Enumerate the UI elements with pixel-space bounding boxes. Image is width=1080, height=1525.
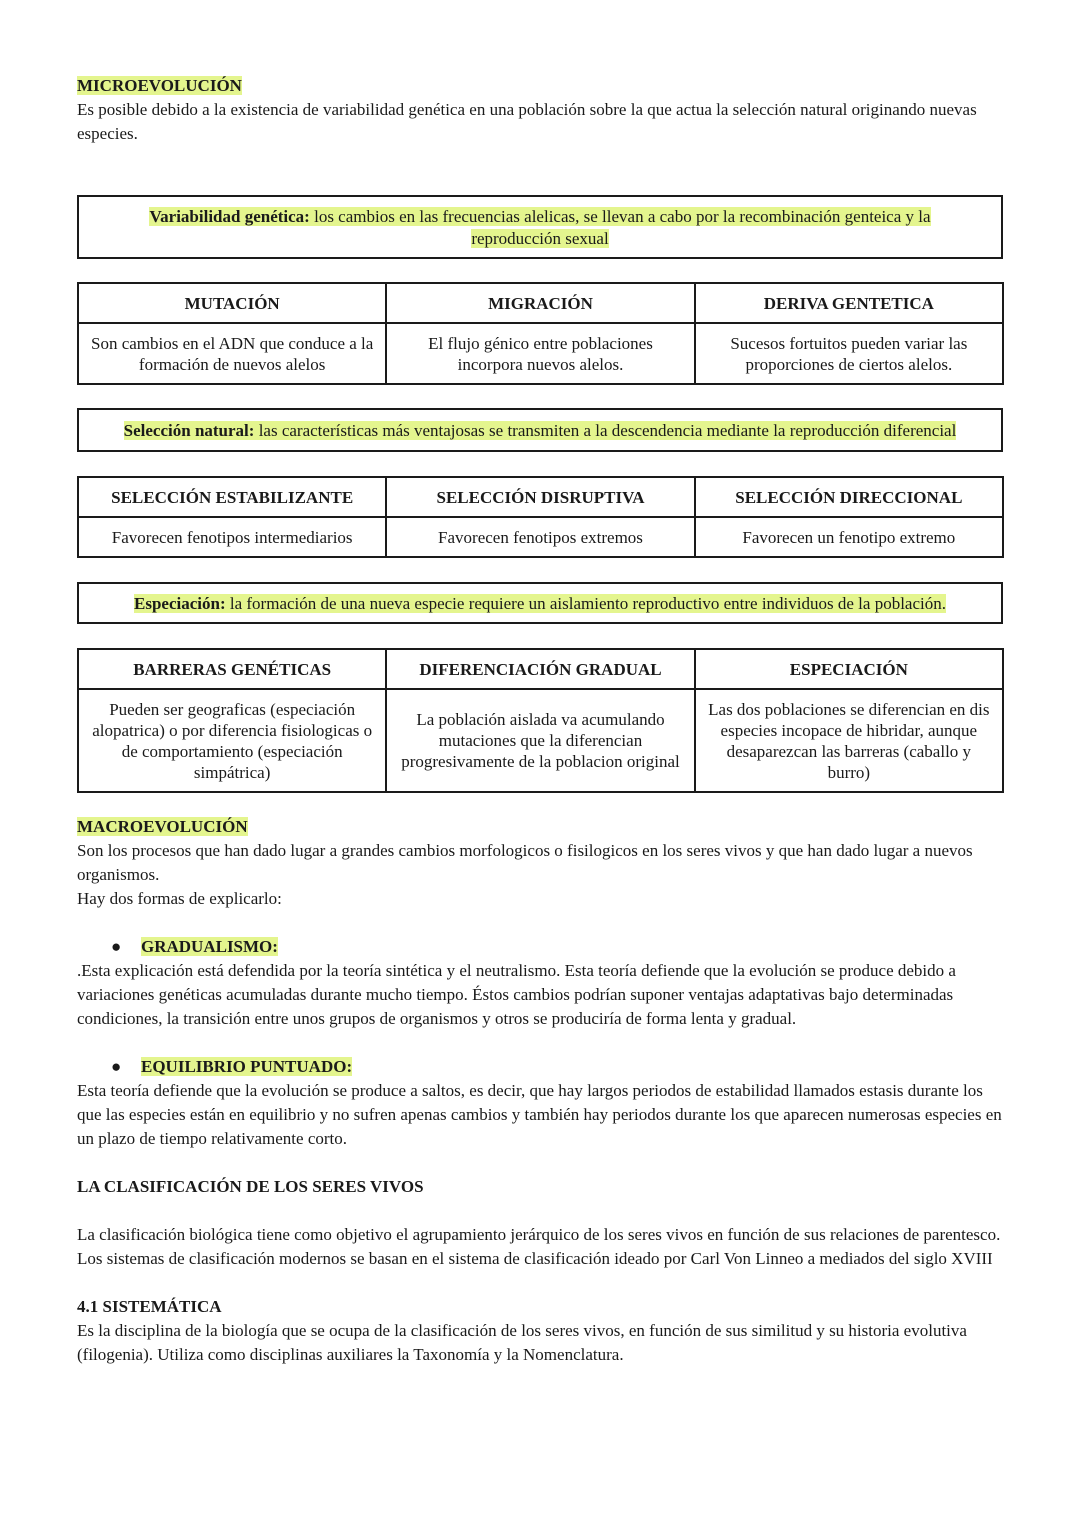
micro-text: Es posible debido a la existencia de variabilidad genética en una población sobre la que actua la selección natural originando nuevas especies.: [77, 100, 977, 143]
clasificacion-text: La clasificación biológica tiene como objetivo el agrupamiento jerárquico de los seres vivos en función de sus relaciones de parentesco. Los sistemas de clasificación modernos se basan en el sistema de clasificación ideado por Carl Von Linneo a mediados del siglo XVIII: [77, 1225, 1001, 1268]
table-cell: Favorecen fenotipos intermediarios: [78, 517, 386, 557]
table-header-cell: BARRERAS GENÉTICAS: [78, 649, 386, 689]
table-cell: Las dos poblaciones se diferencian en dis especies incopace de hibridar, aunque desaparezcan las barreras (caballo y burro): [695, 689, 1003, 792]
sistematica-text: Es la disciplina de la biología que se ocupa de la clasificación de los seres vivos, en función de sus similitud y su historia evolutiva (filogenia). Utiliza como disciplinas auxiliares la Taxonomía y la Nomenclatura.: [77, 1321, 967, 1364]
equilibrio-heading: ● EQUILIBRIO PUNTUADO:: [77, 1055, 1003, 1079]
macro-text: Son los procesos que han dado lugar a grandes cambios morfologicos o fisilogicos en los seres vivos y que han dado lugar a nuevos organismos.: [77, 841, 973, 884]
table-header-cell: SELECCIÓN DISRUPTIVA: [386, 477, 694, 517]
table-header-cell: ESPECIACIÓN: [695, 649, 1003, 689]
table-cell: Son cambios en el ADN que conduce a la formación de nuevos alelos: [78, 323, 386, 384]
table-row: [78, 323, 1003, 384]
document-page: [77, 74, 1003, 1367]
micro-title: MICROEVOLUCIÓN: [77, 76, 242, 95]
gradualismo-heading: ● GRADUALISMO:: [77, 935, 1003, 959]
table-header-cell: SELECCIÓN ESTABILIZANTE: [78, 477, 386, 517]
table-cell: Favorecen fenotipos extremos: [386, 517, 694, 557]
table-header-cell: DIFERENCIACIÓN GRADUAL: [386, 649, 694, 689]
speciation-table: [77, 648, 1004, 793]
table-cell: Pueden ser geograficas (especiación alopatrica) o por diferencia fisiologicas o de comportamiento (especiación simpátrica): [78, 689, 386, 792]
seleccion-box: [77, 408, 1003, 452]
especiacion-statement: Especiación: la formación de una nueva especie requiere un aislamiento reproductivo entre individuos de la población.: [134, 594, 946, 613]
table-header-cell: DERIVA GENTETICA: [695, 283, 1003, 323]
table-cell: Sucesos fortuitos pueden variar las proporciones de ciertos alelos.: [695, 323, 1003, 384]
variabilidad-box: [77, 195, 1003, 259]
bullet-icon: ●: [111, 937, 122, 956]
table-header-cell: SELECCIÓN DIRECCIONAL: [695, 477, 1003, 517]
macro-title: MACROEVOLUCIÓN: [77, 817, 248, 836]
table-header-row: [78, 477, 1003, 517]
seleccion-statement: Selección natural: las características más ventajosas se transmiten a la descendencia mediante la reproducción diferencial: [123, 421, 957, 440]
table-row: [78, 689, 1003, 792]
bullet-icon: ●: [111, 1057, 122, 1076]
equilibrio-text: Esta teoría defiende que la evolución se produce a saltos, es decir, que hay largos periodos de estabilidad llamados estasis durante los que las especies están en equilibrio y no sufren apenas cambios y también hay periodos durante los que aparecen numerosas especies en un plazo de tiempo relativamente corto.: [77, 1081, 1002, 1148]
table-header-cell: MUTACIÓN: [78, 283, 386, 323]
table-cell: Favorecen un fenotipo extremo: [695, 517, 1003, 557]
table-cell: La población aislada va acumulando mutaciones que la diferencian progresivamente de la poblacion original: [386, 689, 694, 792]
gradualismo-text: .Esta explicación está defendida por la teoría sintética y el neutralismo. Esta teoría defiende que la evolución se produce debido a variaciones genéticas acumuladas durante mucho tiempo. Éstos cambios podrían suponer ventajas adaptativas bajo determinadas condiciones, la transición entre unos grupos de organismos y otros se produciría de forma lenta y gradual.: [77, 961, 956, 1028]
table-header-row: [78, 649, 1003, 689]
selection-types-table: [77, 476, 1004, 558]
macro-text-2: Hay dos formas de explicarlo:: [77, 889, 282, 908]
table-header-row: [78, 283, 1003, 323]
variability-sources-table: [77, 282, 1004, 385]
clasificacion-title: LA CLASIFICACIÓN DE LOS SERES VIVOS: [77, 1177, 424, 1196]
especiacion-box: [77, 582, 1003, 624]
table-row: [78, 517, 1003, 557]
variabilidad-statement: Variabilidad genética: los cambios en las frecuencias alelicas, se llevan a cabo por la recombinación genteica y la reproducción sexual: [149, 207, 931, 248]
table-header-cell: MIGRACIÓN: [386, 283, 694, 323]
table-cell: El flujo génico entre poblaciones incorpora nuevos alelos.: [386, 323, 694, 384]
sistematica-title: 4.1 SISTEMÁTICA: [77, 1297, 222, 1316]
